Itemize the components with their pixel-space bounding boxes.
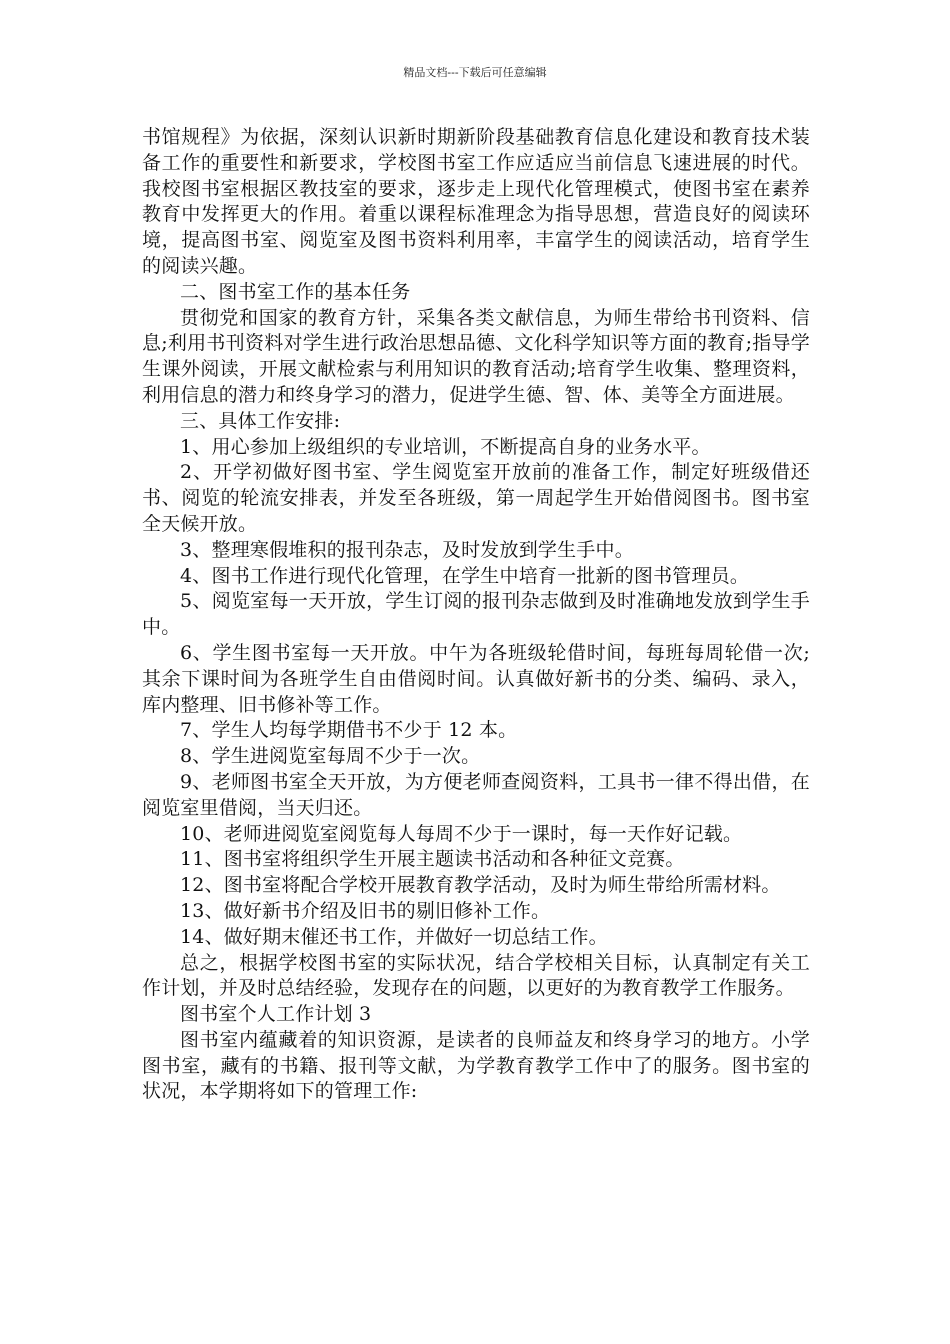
list-item-3: 3、整理寒假堆积的报刊杂志，及时发放到学生手中。	[180, 538, 634, 561]
paragraph-intro: 书馆规程》为依据，深刻认识新时期新阶段基础教育信息化建设和教育技术装备工作的重要性和新要求，学校图书室工作应适应当前信息飞速进展的时代。我校图书室根据区教技室的要求，逐步走上现代化管理模式，使图书室在素养教育中发挥更大的作用。着重以课程标准理念为指导思想，营造良好的阅读环境，提高图书室、阅览室及图书资料利用率，丰富学生的阅读活动，培育学生的阅读兴趣。	[142, 126, 810, 277]
section-heading-work-arrangement: 三、具体工作安排:	[180, 409, 341, 432]
list-item-14: 14、做好期末催还书工作，并做好一切总结工作。	[180, 925, 608, 948]
paragraph-basic-tasks: 贯彻党和国家的教育方针，采集各类文献信息，为师生带给书刊资料、信息;利用书刊资料对学生进行政治思想品德、文化科学知识等方面的教育;指导学生课外阅读，开展文献检索与利用知识的教育活动;培育学生收集、整理资料，利用信息的潜力和终身学习的潜力，促进学生德、智、体、美等全方面进展。	[142, 306, 810, 406]
list-item-10: 10、老师进阅览室阅览每人每周不少于一课时，每一天作好记载。	[180, 822, 743, 845]
list-item-9: 9、老师图书室全天开放，为方便老师查阅资料，工具书一律不得出借，在阅览室里借阅，当天归还。	[142, 770, 810, 819]
document-body	[142, 125, 810, 1105]
list-item-1: 1、用心参加上级组织的专业培训，不断提高自身的业务水平。	[180, 435, 711, 458]
page-header: 精品文档---下载后可任意编辑	[403, 66, 547, 79]
section-title-plan-3: 图书室个人工作计划 3	[180, 1003, 372, 1026]
list-item-13: 13、做好新书介绍及旧书的剔旧修补工作。	[180, 899, 551, 922]
list-item-11: 11、图书室将组织学生开展主题读书活动和各种征文竞赛。	[180, 848, 685, 871]
list-item-2: 2、开学初做好图书室、学生阅览室开放前的准备工作，制定好班级借还书、阅览的轮流安排表，并发至各班级，第一周起学生开始借阅图书。图书室全天候开放。	[142, 461, 810, 535]
list-item-7: 7、学生人均每学期借书不少于 12 本。	[180, 719, 518, 742]
list-item-4: 4、图书工作进行现代化管理，在学生中培育一批新的图书管理员。	[180, 564, 750, 587]
section-heading-basic-tasks: 二、图书室工作的基本任务	[180, 280, 411, 303]
list-item-5: 5、阅览室每一天开放，学生订阅的报刊杂志做到及时准确地发放到学生手中。	[142, 590, 810, 639]
paragraph-summary: 总之，根据学校图书室的实际状况，结合学校相关目标，认真制定有关工作计划，并及时总结经验，发现存在的问题，以更好的为教育教学工作服务。	[142, 951, 810, 1000]
paragraph-plan-3-intro: 图书室内蕴藏着的知识资源，是读者的良师益友和终身学习的地方。小学图书室，藏有的书籍、报刊等文献，为学教育教学工作中了的服务。图书室的状况，本学期将如下的管理工作:	[142, 1028, 810, 1103]
list-item-12: 12、图书室将配合学校开展教育教学活动，及时为师生带给所需材料。	[180, 874, 781, 897]
list-item-8: 8、学生进阅览室每周不少于一次。	[180, 745, 481, 768]
list-item-6: 6、学生图书室每一天开放。中午为各班级轮借时间，每班每周轮借一次;其余下课时间为各班学生自由借阅时间。认真做好新书的分类、编码、录入，库内整理、旧书修补等工作。	[142, 641, 810, 716]
